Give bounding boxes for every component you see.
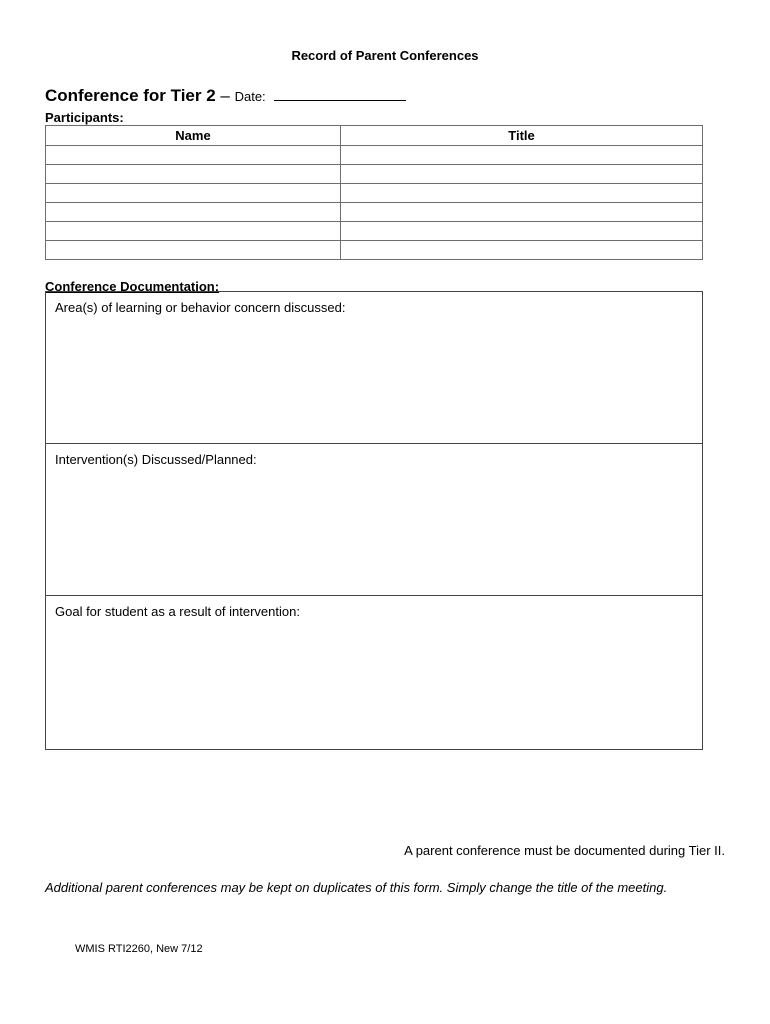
name-column-header: Name [46,126,341,146]
date-field[interactable] [274,86,406,101]
participants-header-row [46,126,703,146]
documentation-box [45,291,703,750]
intervention-label: Intervention(s) Discussed/Planned: [55,452,257,467]
form-footer: WMIS RTI2260, New 7/12 [75,943,203,955]
name-cell[interactable] [46,241,341,260]
conference-tier-title: Conference for Tier 2 [45,86,216,105]
title-column-header: Title [341,126,703,146]
name-cell[interactable] [46,165,341,184]
title-cell[interactable] [341,146,703,165]
tier-note: A parent conference must be documented during Tier II. [404,843,725,858]
documentation-label: Conference Documentation: [45,279,220,294]
participants-table [45,125,703,260]
concern-section[interactable] [46,292,702,444]
name-cell[interactable] [46,184,341,203]
name-cell[interactable] [46,222,341,241]
name-cell[interactable] [46,203,341,222]
title-cell[interactable] [341,184,703,203]
participants-label: Participants: [45,110,124,125]
name-cell[interactable] [46,146,341,165]
duplicates-note: Additional parent conferences may be kept on duplicates of this form. Simply change the title of the meeting. [45,880,668,895]
goal-label: Goal for student as a result of intervention: [55,604,300,619]
goal-section[interactable] [46,596,702,749]
date-label: Date: [234,89,266,104]
title-cell[interactable] [341,222,703,241]
page-title: Record of Parent Conferences [291,48,479,63]
heading-dash: – [215,86,235,105]
title-cell[interactable] [341,165,703,184]
table-row [46,165,703,184]
title-cell[interactable] [341,203,703,222]
table-row [46,222,703,241]
table-row [46,146,703,165]
table-row [46,184,703,203]
intervention-section[interactable] [46,444,702,596]
conference-heading [45,86,406,106]
concern-label: Area(s) of learning or behavior concern discussed: [55,300,346,315]
title-cell[interactable] [341,241,703,260]
table-row [46,203,703,222]
table-row [46,241,703,260]
